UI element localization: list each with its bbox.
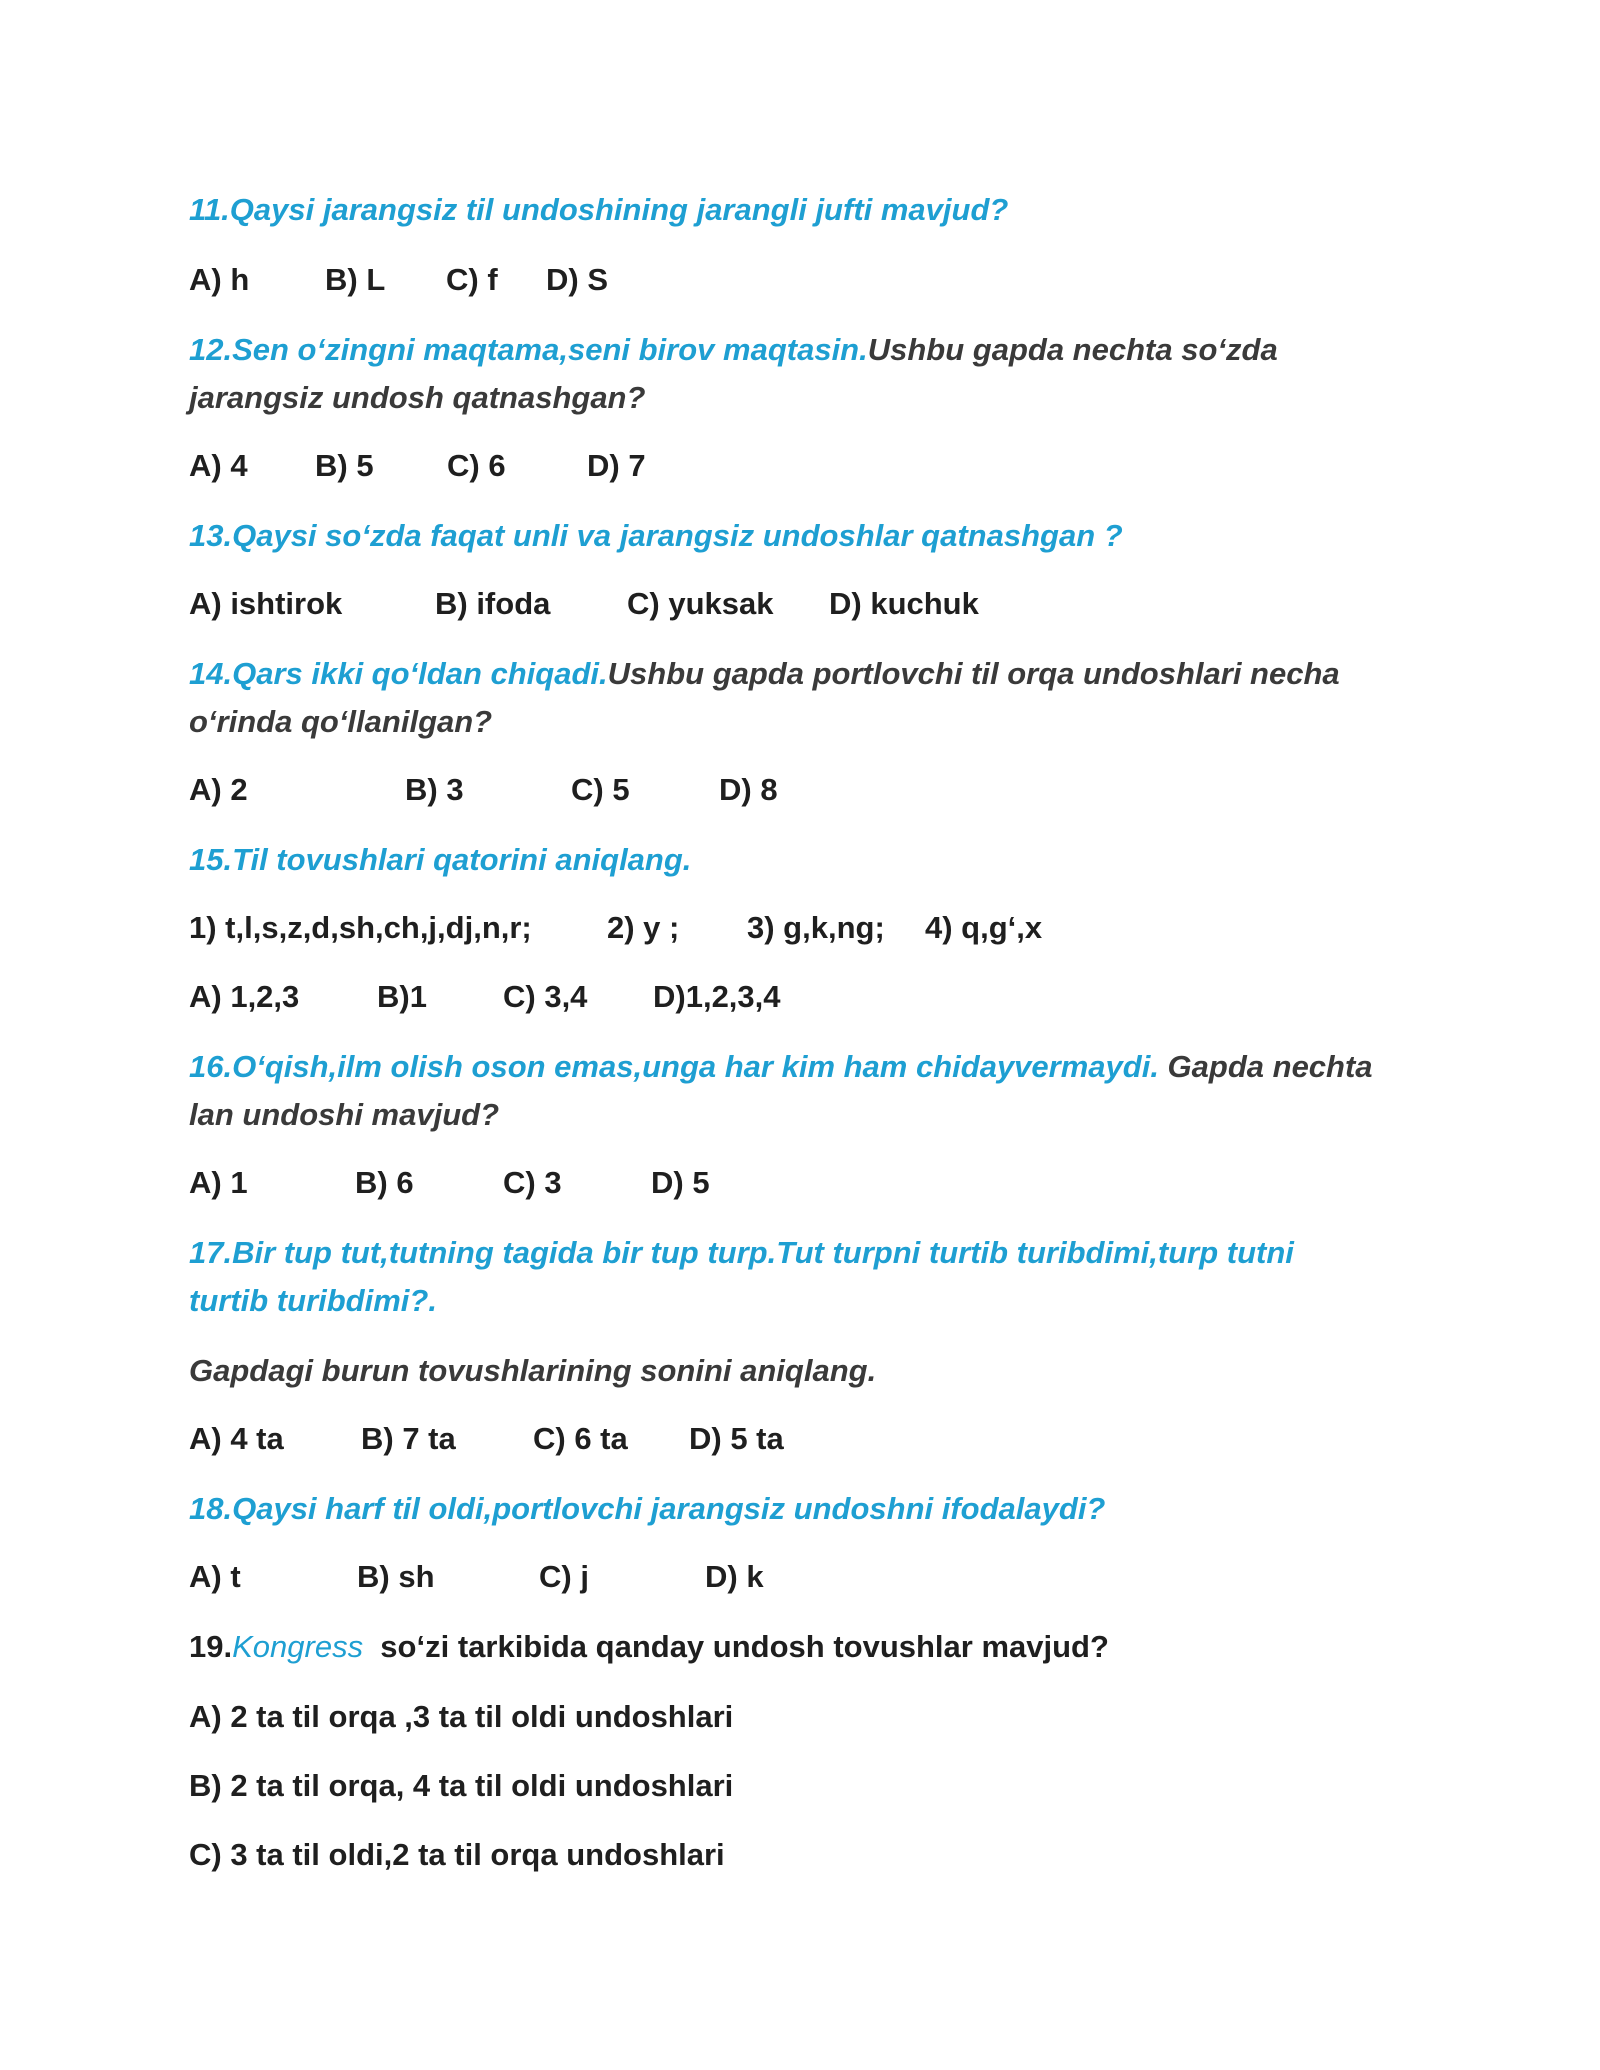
option-c: C) yuksak	[627, 586, 774, 621]
option-c: C) 6	[447, 448, 506, 483]
option-d: D)1,2,3,4	[653, 979, 781, 1014]
question-19-option-a: A) 2 ta til orqa ,3 ta til oldi undoshlari	[189, 1699, 734, 1734]
option-a: A) ishtirok	[189, 586, 343, 621]
item-2: 2) y ;	[607, 910, 680, 945]
question-12-prompt: Ushbu gapda nechta so‘zda	[867, 332, 1278, 367]
question-14-sentence: 14.Qars ikki qo‘ldan chiqadi.	[189, 656, 608, 691]
option-c: C) j	[539, 1559, 589, 1594]
option-d: D) 5	[651, 1165, 710, 1200]
option-b: B) sh	[357, 1559, 435, 1594]
question-19-word: Kongress	[232, 1629, 364, 1664]
item-4: 4) q,g‘,x	[925, 910, 1043, 945]
option-c: C) f	[446, 262, 498, 297]
question-17-prompt: Gapdagi burun tovushlarining sonini aniqlang.	[189, 1353, 877, 1388]
question-16	[189, 1043, 1429, 1091]
item-1: 1) t,l,s,z,d,sh,ch,j,dj,n,r;	[189, 910, 532, 945]
question-16-prompt: Gapda nechta	[1158, 1049, 1373, 1084]
question-12-sentence: 12.Sen o‘zingni maqtama,seni birov maqtasin.	[189, 332, 868, 367]
option-d: D) 8	[719, 772, 778, 807]
question-18: 18.Qaysi harf til oldi,portlovchi jarangsiz undoshni ifodalaydi?	[189, 1491, 1106, 1526]
option-a: A) t	[189, 1559, 241, 1594]
option-b: B) 7 ta	[361, 1421, 456, 1456]
option-a: A) 2	[189, 772, 248, 807]
question-17-line2: turtib turibdimi?.	[189, 1283, 437, 1318]
option-a: A) 4 ta	[189, 1421, 284, 1456]
option-d: D) S	[546, 262, 608, 297]
question-15: 15.Til tovushlari qatorini aniqlang.	[189, 842, 692, 877]
option-b: B) ifoda	[435, 586, 551, 621]
option-a: A) 1	[189, 1165, 248, 1200]
option-a: A) 1,2,3	[189, 979, 300, 1014]
option-a: A) 4	[189, 448, 248, 483]
question-11: 11.Qaysi jarangsiz til undoshining jarangli jufti mavjud?	[189, 192, 1009, 227]
option-c: C) 3,4	[503, 979, 588, 1014]
option-c: C) 3	[503, 1165, 562, 1200]
question-12-line2: jarangsiz undosh qatnashgan?	[189, 380, 646, 415]
option-d: D) 5 ta	[689, 1421, 784, 1456]
question-16-line2: lan undoshi mavjud?	[189, 1097, 500, 1132]
option-c: C) 6 ta	[533, 1421, 628, 1456]
option-a: A) h	[189, 262, 250, 297]
question-13: 13.Qaysi so‘zda faqat unli va jarangsiz undoshlar qatnashgan ?	[189, 518, 1123, 553]
question-16-sentence: 16.O‘qish,ilm olish oson emas,unga har kim ham chidayvermaydi.	[189, 1049, 1159, 1084]
option-c: C) 5	[571, 772, 630, 807]
question-19-option-b: B) 2 ta til orqa, 4 ta til oldi undoshlari	[189, 1768, 734, 1803]
question-19-prompt: so‘zi tarkibida qanday undosh tovushlar mavjud?	[363, 1629, 1109, 1664]
option-b: B) 5	[315, 448, 374, 483]
question-19-option-c: C) 3 ta til oldi,2 ta til orqa undoshlari	[189, 1837, 725, 1872]
option-d: D) 7	[587, 448, 646, 483]
option-b: B)1	[377, 979, 427, 1014]
question-19-number: 19.	[189, 1629, 233, 1664]
option-d: D) k	[705, 1559, 764, 1594]
question-14	[189, 650, 1429, 698]
question-17: 17.Bir tup tut,tutning tagida bir tup turp.Tut turpni turtib turibdimi,turp tutni	[189, 1235, 1294, 1270]
question-12	[189, 326, 1429, 374]
option-b: B) 6	[355, 1165, 414, 1200]
item-3: 3) g,k,ng;	[747, 910, 885, 945]
option-d: D) kuchuk	[829, 586, 979, 621]
question-14-line2: o‘rinda qo‘llanilgan?	[189, 704, 493, 739]
question-14-prompt: Ushbu gapda portlovchi til orqa undoshlari necha	[607, 656, 1340, 691]
option-b: B) L	[325, 262, 386, 297]
question-19	[189, 1623, 1429, 1671]
option-b: B) 3	[405, 772, 464, 807]
